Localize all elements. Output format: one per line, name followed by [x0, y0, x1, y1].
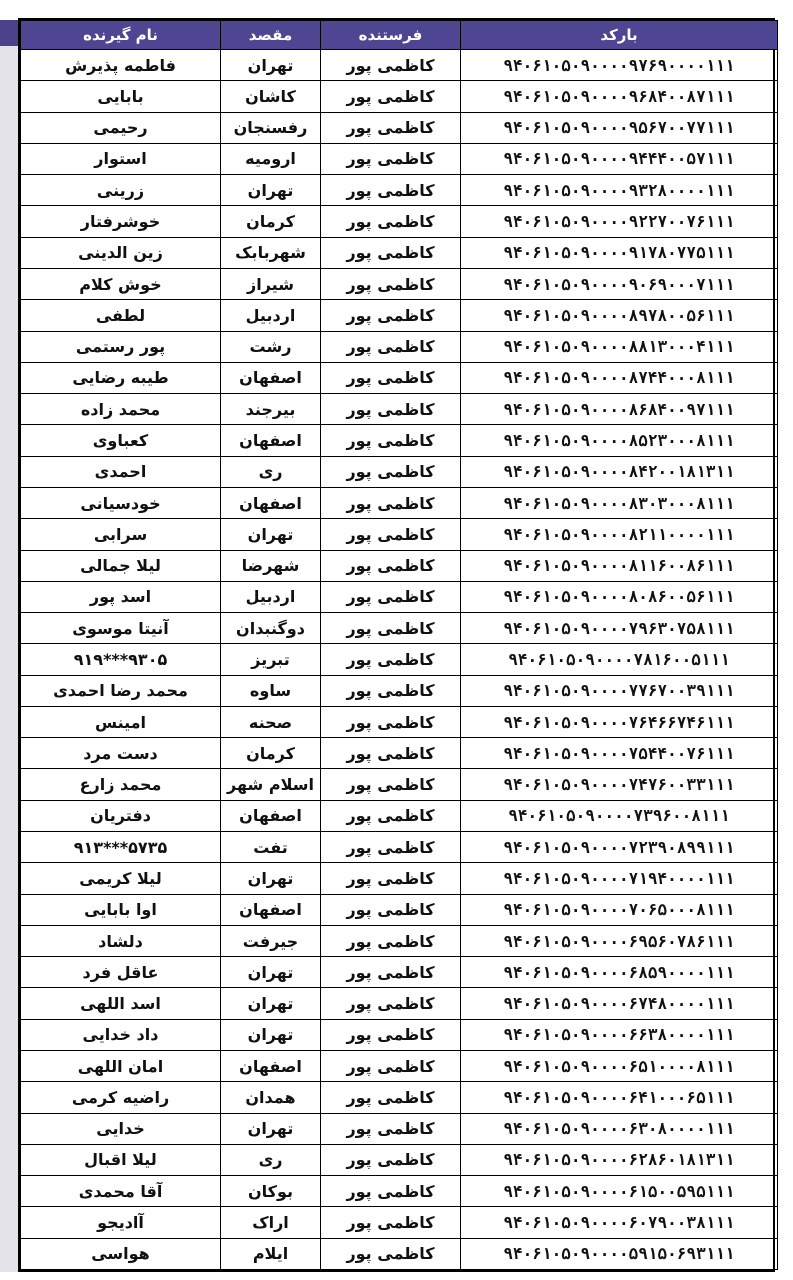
table-header-row [21, 21, 778, 50]
cell-recipient: آقا محمدی [21, 1176, 221, 1207]
cell-destination: اصفهان [221, 487, 321, 518]
cell-recipient: اسد پور [21, 581, 221, 612]
cell-sender: کاظمی پور [321, 143, 461, 174]
table-row [21, 362, 778, 393]
cell-destination: بوکان [221, 1176, 321, 1207]
cell-barcode: ۹۴۰۶۱۰۵۰۹۰۰۰۰۸۰۸۶۰۰۵۶۱۱۱ [461, 581, 778, 612]
cell-recipient: محمد رضا احمدی [21, 675, 221, 706]
cell-sender: کاظمی پور [321, 175, 461, 206]
cell-recipient: لیلا جمالی [21, 550, 221, 581]
table-row [21, 331, 778, 362]
table-row [21, 1176, 778, 1207]
cell-destination: همدان [221, 1082, 321, 1113]
cell-destination: تهران [221, 988, 321, 1019]
cell-sender: کاظمی پور [321, 581, 461, 612]
cell-sender: کاظمی پور [321, 675, 461, 706]
cell-sender: کاظمی پور [321, 268, 461, 299]
cell-destination: اردبیل [221, 581, 321, 612]
cell-recipient: امینس [21, 706, 221, 737]
barcode-sheet [18, 18, 775, 1272]
cell-barcode: ۹۴۰۶۱۰۵۰۹۰۰۰۰۸۷۴۴۰۰۰۸۱۱۱ [461, 362, 778, 393]
cell-barcode: ۹۴۰۶۱۰۵۰۹۰۰۰۰۷۹۶۳۰۷۵۸۱۱۱ [461, 613, 778, 644]
cell-sender: کاظمی پور [321, 206, 461, 237]
table-row [21, 206, 778, 237]
table-row [21, 1051, 778, 1082]
cell-sender: کاظمی پور [321, 456, 461, 487]
table-row [21, 112, 778, 143]
cell-barcode: ۹۴۰۶۱۰۵۰۹۰۰۰۰۹۶۸۴۰۰۸۷۱۱۱ [461, 81, 778, 112]
table-row [21, 237, 778, 268]
cell-recipient: لیلا کریمی [21, 863, 221, 894]
table-row [21, 143, 778, 174]
cell-barcode: ۹۴۰۶۱۰۵۰۹۰۰۰۰۶۶۳۸۰۰۰۰۱۱۱ [461, 1019, 778, 1050]
table-row [21, 581, 778, 612]
cell-destination: تهران [221, 957, 321, 988]
cell-destination: اصفهان [221, 1051, 321, 1082]
cell-destination: تهران [221, 1113, 321, 1144]
table-row [21, 832, 778, 863]
cell-destination: رفسنجان [221, 112, 321, 143]
cell-barcode: ۹۴۰۶۱۰۵۰۹۰۰۰۰۶۰۷۹۰۰۳۸۱۱۱ [461, 1207, 778, 1238]
cell-barcode: ۹۴۰۶۱۰۵۰۹۰۰۰۰۶۵۱۰۰۰۰۸۱۱۱ [461, 1051, 778, 1082]
cell-recipient: دفتریان [21, 800, 221, 831]
cell-barcode: ۹۴۰۶۱۰۵۰۹۰۰۰۰۹۱۷۸۰۷۷۵۱۱۱ [461, 237, 778, 268]
header-recipient: نام گیرنده [21, 21, 221, 50]
table-row [21, 175, 778, 206]
cell-barcode: ۹۴۰۶۱۰۵۰۹۰۰۰۰۸۵۲۳۰۰۰۸۱۱۱ [461, 425, 778, 456]
cell-destination: ارومیه [221, 143, 321, 174]
header-destination: مقصد [221, 21, 321, 50]
cell-recipient: خوش کلام [21, 268, 221, 299]
table-row [21, 487, 778, 518]
cell-sender: کاظمی پور [321, 957, 461, 988]
cell-sender: کاظمی پور [321, 863, 461, 894]
cell-barcode: ۹۴۰۶۱۰۵۰۹۰۰۰۰۸۶۸۴۰۰۹۷۱۱۱ [461, 394, 778, 425]
cell-recipient: عاقل فرد [21, 957, 221, 988]
cell-destination: تهران [221, 50, 321, 81]
table-row [21, 550, 778, 581]
cell-sender: کاظمی پور [321, 550, 461, 581]
cell-barcode: ۹۴۰۶۱۰۵۰۹۰۰۰۰۹۲۲۷۰۰۷۶۱۱۱ [461, 206, 778, 237]
table-row [21, 957, 778, 988]
cell-sender: کاظمی پور [321, 237, 461, 268]
cell-recipient: محمد زارع [21, 769, 221, 800]
cell-recipient: هواسی [21, 1238, 221, 1269]
cell-barcode: ۹۴۰۶۱۰۵۰۹۰۰۰۰۸۸۱۳۰۰۰۴۱۱۱ [461, 331, 778, 362]
cell-sender: کاظمی پور [321, 1238, 461, 1269]
cell-sender: کاظمی پور [321, 738, 461, 769]
cell-barcode: ۹۴۰۶۱۰۵۰۹۰۰۰۰۶۱۵۰۰۵۹۵۱۱۱ [461, 1176, 778, 1207]
cell-barcode: ۹۴۰۶۱۰۵۰۹۰۰۰۰۹۰۶۹۰۰۰۷۱۱۱ [461, 268, 778, 299]
cell-destination: تهران [221, 175, 321, 206]
cell-destination: رشت [221, 331, 321, 362]
cell-recipient: احمدی [21, 456, 221, 487]
cell-barcode: ۹۴۰۶۱۰۵۰۹۰۰۰۰۹۵۶۷۰۰۷۷۱۱۱ [461, 112, 778, 143]
cell-destination: ایلام [221, 1238, 321, 1269]
table-row [21, 268, 778, 299]
cell-sender: کاظمی پور [321, 706, 461, 737]
table-row [21, 738, 778, 769]
table-row [21, 800, 778, 831]
table-row [21, 300, 778, 331]
cell-barcode: ۹۴۰۶۱۰۵۰۹۰۰۰۰۸۴۲۰۰۱۸۱۳۱۱ [461, 456, 778, 487]
cell-recipient: کعباوی [21, 425, 221, 456]
cell-recipient: داد خدایی [21, 1019, 221, 1050]
cell-sender: کاظمی پور [321, 613, 461, 644]
cell-recipient: رحیمی [21, 112, 221, 143]
cell-recipient: دست مرد [21, 738, 221, 769]
cell-barcode: ۹۴۰۶۱۰۵۰۹۰۰۰۰۸۱۱۶۰۰۸۶۱۱۱ [461, 550, 778, 581]
cell-sender: کاظمی پور [321, 81, 461, 112]
cell-recipient: پور رستمی [21, 331, 221, 362]
cell-recipient: ۹۱۳***۵۷۳۵ [21, 832, 221, 863]
table-row [21, 50, 778, 81]
cell-sender: کاظمی پور [321, 769, 461, 800]
cell-barcode: ۹۴۰۶۱۰۵۰۹۰۰۰۰۷۵۴۴۰۰۷۶۱۱۱ [461, 738, 778, 769]
cell-barcode: ۹۴۰۶۱۰۵۰۹۰۰۰۰۷۱۹۴۰۰۰۰۱۱۱ [461, 863, 778, 894]
cell-sender: کاظمی پور [321, 1144, 461, 1175]
cell-sender: کاظمی پور [321, 1051, 461, 1082]
cell-barcode: ۹۴۰۶۱۰۵۰۹۰۰۰۰۶۴۱۰۰۰۶۵۱۱۱ [461, 1082, 778, 1113]
cell-barcode: ۹۴۰۶۱۰۵۰۹۰۰۰۰۶۲۸۶۰۱۸۱۳۱۱ [461, 1144, 778, 1175]
cell-destination: اصفهان [221, 800, 321, 831]
cell-recipient: لطفی [21, 300, 221, 331]
cell-destination: کاشان [221, 81, 321, 112]
cell-destination: تهران [221, 1019, 321, 1050]
cell-sender: کاظمی پور [321, 1207, 461, 1238]
cell-destination: شیراز [221, 268, 321, 299]
cell-recipient: خدایی [21, 1113, 221, 1144]
table-row [21, 519, 778, 550]
table-row [21, 81, 778, 112]
cell-recipient: استوار [21, 143, 221, 174]
cell-barcode: ۹۴۰۶۱۰۵۰۹۰۰۰۰۸۹۷۸۰۰۵۶۱۱۱ [461, 300, 778, 331]
table-row [21, 1113, 778, 1144]
cell-sender: کاظمی پور [321, 362, 461, 393]
cell-sender: کاظمی پور [321, 519, 461, 550]
cell-destination: اصفهان [221, 425, 321, 456]
cell-barcode: ۹۴۰۶۱۰۵۰۹۰۰۰۰۹۷۶۹۰۰۰۰۱۱۱ [461, 50, 778, 81]
cell-recipient: خوشرفتار [21, 206, 221, 237]
left-margin-header-strip [0, 20, 18, 46]
cell-sender: کاظمی پور [321, 1082, 461, 1113]
table-row [21, 394, 778, 425]
cell-recipient: بابایی [21, 81, 221, 112]
header-sender: فرستنده [321, 21, 461, 50]
cell-sender: کاظمی پور [321, 988, 461, 1019]
cell-destination: کرمان [221, 738, 321, 769]
cell-destination: اصفهان [221, 894, 321, 925]
cell-barcode: ۹۴۰۶۱۰۵۰۹۰۰۰۰۷۴۷۶۰۰۳۳۱۱۱ [461, 769, 778, 800]
cell-recipient: لیلا اقبال [21, 1144, 221, 1175]
cell-recipient: امان اللهی [21, 1051, 221, 1082]
cell-barcode: ۹۴۰۶۱۰۵۰۹۰۰۰۰۶۸۵۹۰۰۰۰۱۱۱ [461, 957, 778, 988]
table-row [21, 1238, 778, 1269]
table-row [21, 706, 778, 737]
cell-destination: تفت [221, 832, 321, 863]
left-margin-strip [0, 46, 18, 1272]
cell-sender: کاظمی پور [321, 50, 461, 81]
cell-sender: کاظمی پور [321, 1019, 461, 1050]
cell-barcode: ۹۴۰۶۱۰۵۰۹۰۰۰۰۶۳۰۸۰۰۰۰۱۱۱ [461, 1113, 778, 1144]
cell-destination: ساوه [221, 675, 321, 706]
cell-recipient: زرینی [21, 175, 221, 206]
cell-sender: کاظمی پور [321, 832, 461, 863]
cell-sender: کاظمی پور [321, 487, 461, 518]
cell-sender: کاظمی پور [321, 644, 461, 675]
cell-destination: ری [221, 456, 321, 487]
table-row [21, 863, 778, 894]
cell-barcode: ۹۴۰۶۱۰۵۰۹۰۰۰۰۷۷۶۷۰۰۳۹۱۱۱ [461, 675, 778, 706]
cell-destination: ری [221, 1144, 321, 1175]
cell-destination: اصفهان [221, 362, 321, 393]
table-row [21, 613, 778, 644]
cell-barcode: ۹۴۰۶۱۰۵۰۹۰۰۰۰۶۷۴۸۰۰۰۰۱۱۱ [461, 988, 778, 1019]
cell-sender: کاظمی پور [321, 425, 461, 456]
cell-destination: کرمان [221, 206, 321, 237]
cell-recipient: ۹۱۹***۹۳۰۵ [21, 644, 221, 675]
cell-barcode: ۹۴۰۶۱۰۵۰۹۰۰۰۰۸۳۰۳۰۰۰۸۱۱۱ [461, 487, 778, 518]
table-row [21, 456, 778, 487]
cell-recipient: فاطمه پذیرش [21, 50, 221, 81]
table-row [21, 769, 778, 800]
cell-barcode: ۹۴۰۶۱۰۵۰۹۰۰۰۰۹۳۲۸۰۰۰۰۱۱۱ [461, 175, 778, 206]
cell-destination: شهرضا [221, 550, 321, 581]
cell-sender: کاظمی پور [321, 894, 461, 925]
cell-barcode: ۹۴۰۶۱۰۵۰۹۰۰۰۰۷۶۴۶۶۷۴۶۱۱۱ [461, 706, 778, 737]
cell-recipient: سرابی [21, 519, 221, 550]
cell-destination: تهران [221, 519, 321, 550]
cell-barcode: ۹۴۰۶۱۰۵۰۹۰۰۰۰۸۲۱۱۰۰۰۰۱۱۱ [461, 519, 778, 550]
cell-barcode: ۹۴۰۶۱۰۵۰۹۰۰۰۰۷۸۱۶۰۰۵۱۱۱ [461, 644, 778, 675]
cell-destination: تهران [221, 863, 321, 894]
table-row [21, 988, 778, 1019]
cell-recipient: آادیجو [21, 1207, 221, 1238]
cell-barcode: ۹۴۰۶۱۰۵۰۹۰۰۰۰۷۰۶۵۰۰۰۸۱۱۱ [461, 894, 778, 925]
cell-destination: بیرجند [221, 394, 321, 425]
cell-sender: کاظمی پور [321, 1113, 461, 1144]
cell-sender: کاظمی پور [321, 394, 461, 425]
table-row [21, 925, 778, 956]
table-row [21, 1207, 778, 1238]
cell-destination: تبریز [221, 644, 321, 675]
cell-recipient: دلشاد [21, 925, 221, 956]
cell-barcode: ۹۴۰۶۱۰۵۰۹۰۰۰۰۹۴۴۴۰۰۵۷۱۱۱ [461, 143, 778, 174]
table-row [21, 1144, 778, 1175]
cell-destination: اردبیل [221, 300, 321, 331]
table-row [21, 894, 778, 925]
cell-recipient: زین الدینی [21, 237, 221, 268]
cell-destination: جیرفت [221, 925, 321, 956]
cell-barcode: ۹۴۰۶۱۰۵۰۹۰۰۰۰۷۲۳۹۰۸۹۹۱۱۱ [461, 832, 778, 863]
cell-barcode: ۹۴۰۶۱۰۵۰۹۰۰۰۰۶۹۵۶۰۷۸۶۱۱۱ [461, 925, 778, 956]
cell-sender: کاظمی پور [321, 925, 461, 956]
table-row [21, 675, 778, 706]
table-row [21, 1082, 778, 1113]
table-body [21, 50, 778, 1270]
cell-barcode: ۹۴۰۶۱۰۵۰۹۰۰۰۰۵۹۱۵۰۶۹۳۱۱۱ [461, 1238, 778, 1269]
cell-recipient: اسد اللهی [21, 988, 221, 1019]
table-row [21, 644, 778, 675]
cell-destination: اراک [221, 1207, 321, 1238]
cell-sender: کاظمی پور [321, 1176, 461, 1207]
cell-destination: شهربابک [221, 237, 321, 268]
cell-recipient: اوا بابایی [21, 894, 221, 925]
cell-recipient: راضیه کرمی [21, 1082, 221, 1113]
cell-sender: کاظمی پور [321, 800, 461, 831]
barcode-table [20, 20, 778, 1270]
cell-recipient: طیبه رضایی [21, 362, 221, 393]
cell-sender: کاظمی پور [321, 300, 461, 331]
header-barcode: بارکد [461, 21, 778, 50]
cell-recipient: محمد زاده [21, 394, 221, 425]
cell-barcode: ۹۴۰۶۱۰۵۰۹۰۰۰۰۷۳۹۶۰۰۸۱۱۱ [461, 800, 778, 831]
cell-destination: صحنه [221, 706, 321, 737]
cell-destination: اسلام شهر [221, 769, 321, 800]
cell-recipient: آنیتا موسوی [21, 613, 221, 644]
table-row [21, 425, 778, 456]
table-row [21, 1019, 778, 1050]
cell-recipient: خودسیانی [21, 487, 221, 518]
cell-destination: دوگنبدان [221, 613, 321, 644]
cell-sender: کاظمی پور [321, 112, 461, 143]
cell-sender: کاظمی پور [321, 331, 461, 362]
